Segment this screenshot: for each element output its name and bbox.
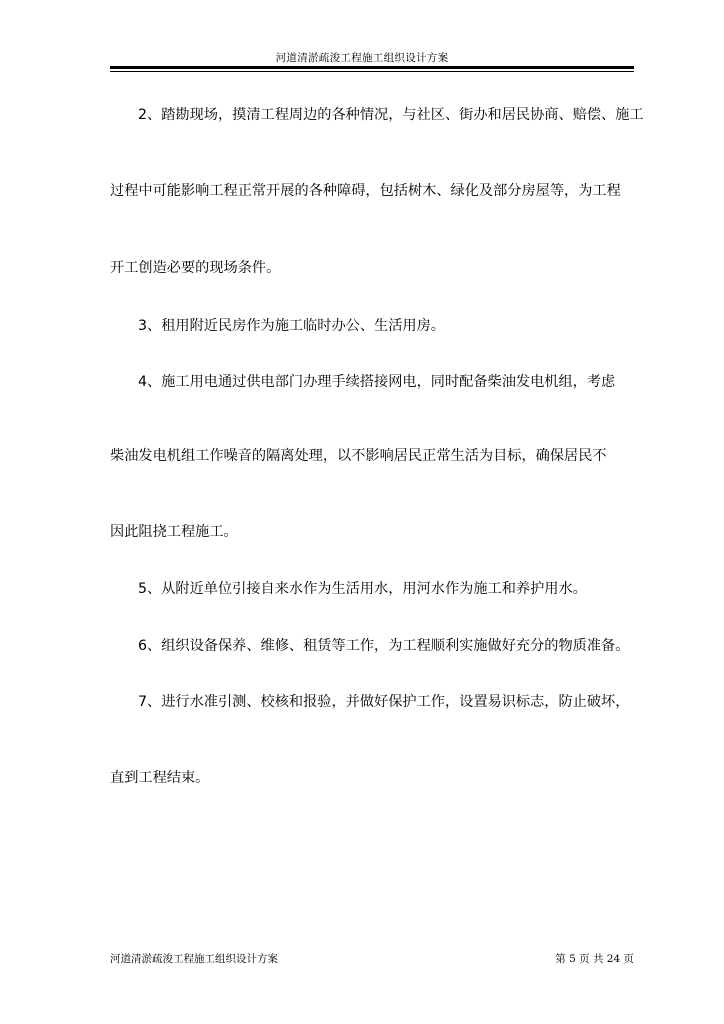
header-rule-thick (110, 66, 634, 69)
paragraph-4-line-1: 4、施工用电通过供电部门办理手续搭接网电，同时配备柴油发电机组，考虑 (138, 374, 616, 390)
paragraph-4-line-2: 柴油发电机组工作噪音的隔离处理，以不影响居民正常生活为目标，确保居民不 (110, 448, 607, 464)
paragraph-2-line-2: 过程中可能影响工程正常开展的各种障碍，包括树木、绿化及部分房屋等，为工程 (110, 183, 621, 199)
page-header-title: 河道清淤疏浚工程施工组织设计方案 (275, 52, 449, 64)
paragraph-3: 3、租用附近民房作为施工临时办公、生活用房。 (138, 318, 445, 334)
paragraph-7-line-1: 7、进行水准引测、校核和报验，并做好保护工作，设置易识标志，防止破坏， (138, 694, 630, 710)
paragraph-7-line-2: 直到工程结束。 (110, 770, 210, 786)
paragraph-5: 5、从附近单位引接自来水作为生活用水，用河水作为施工和养护用水。 (138, 581, 587, 597)
page-number: 第 5 页 共 24 页 (555, 953, 634, 965)
paragraph-4-line-3: 因此阻挠工程施工。 (110, 524, 238, 540)
paragraph-2-line-3: 开工创造必要的现场条件。 (110, 260, 281, 276)
page-footer-title: 河道清淤疏浚工程施工组织设计方案 (110, 953, 278, 965)
paragraph-6: 6、组织设备保养、维修、租赁等工作，为工程顺利实施做好充分的物质准备。 (138, 638, 630, 654)
header-rule-thin (110, 71, 634, 72)
paragraph-2-line-1: 2、踏勘现场，摸清工程周边的各种情况，与社区、街办和居民协商、赔偿、施工 (138, 107, 644, 123)
